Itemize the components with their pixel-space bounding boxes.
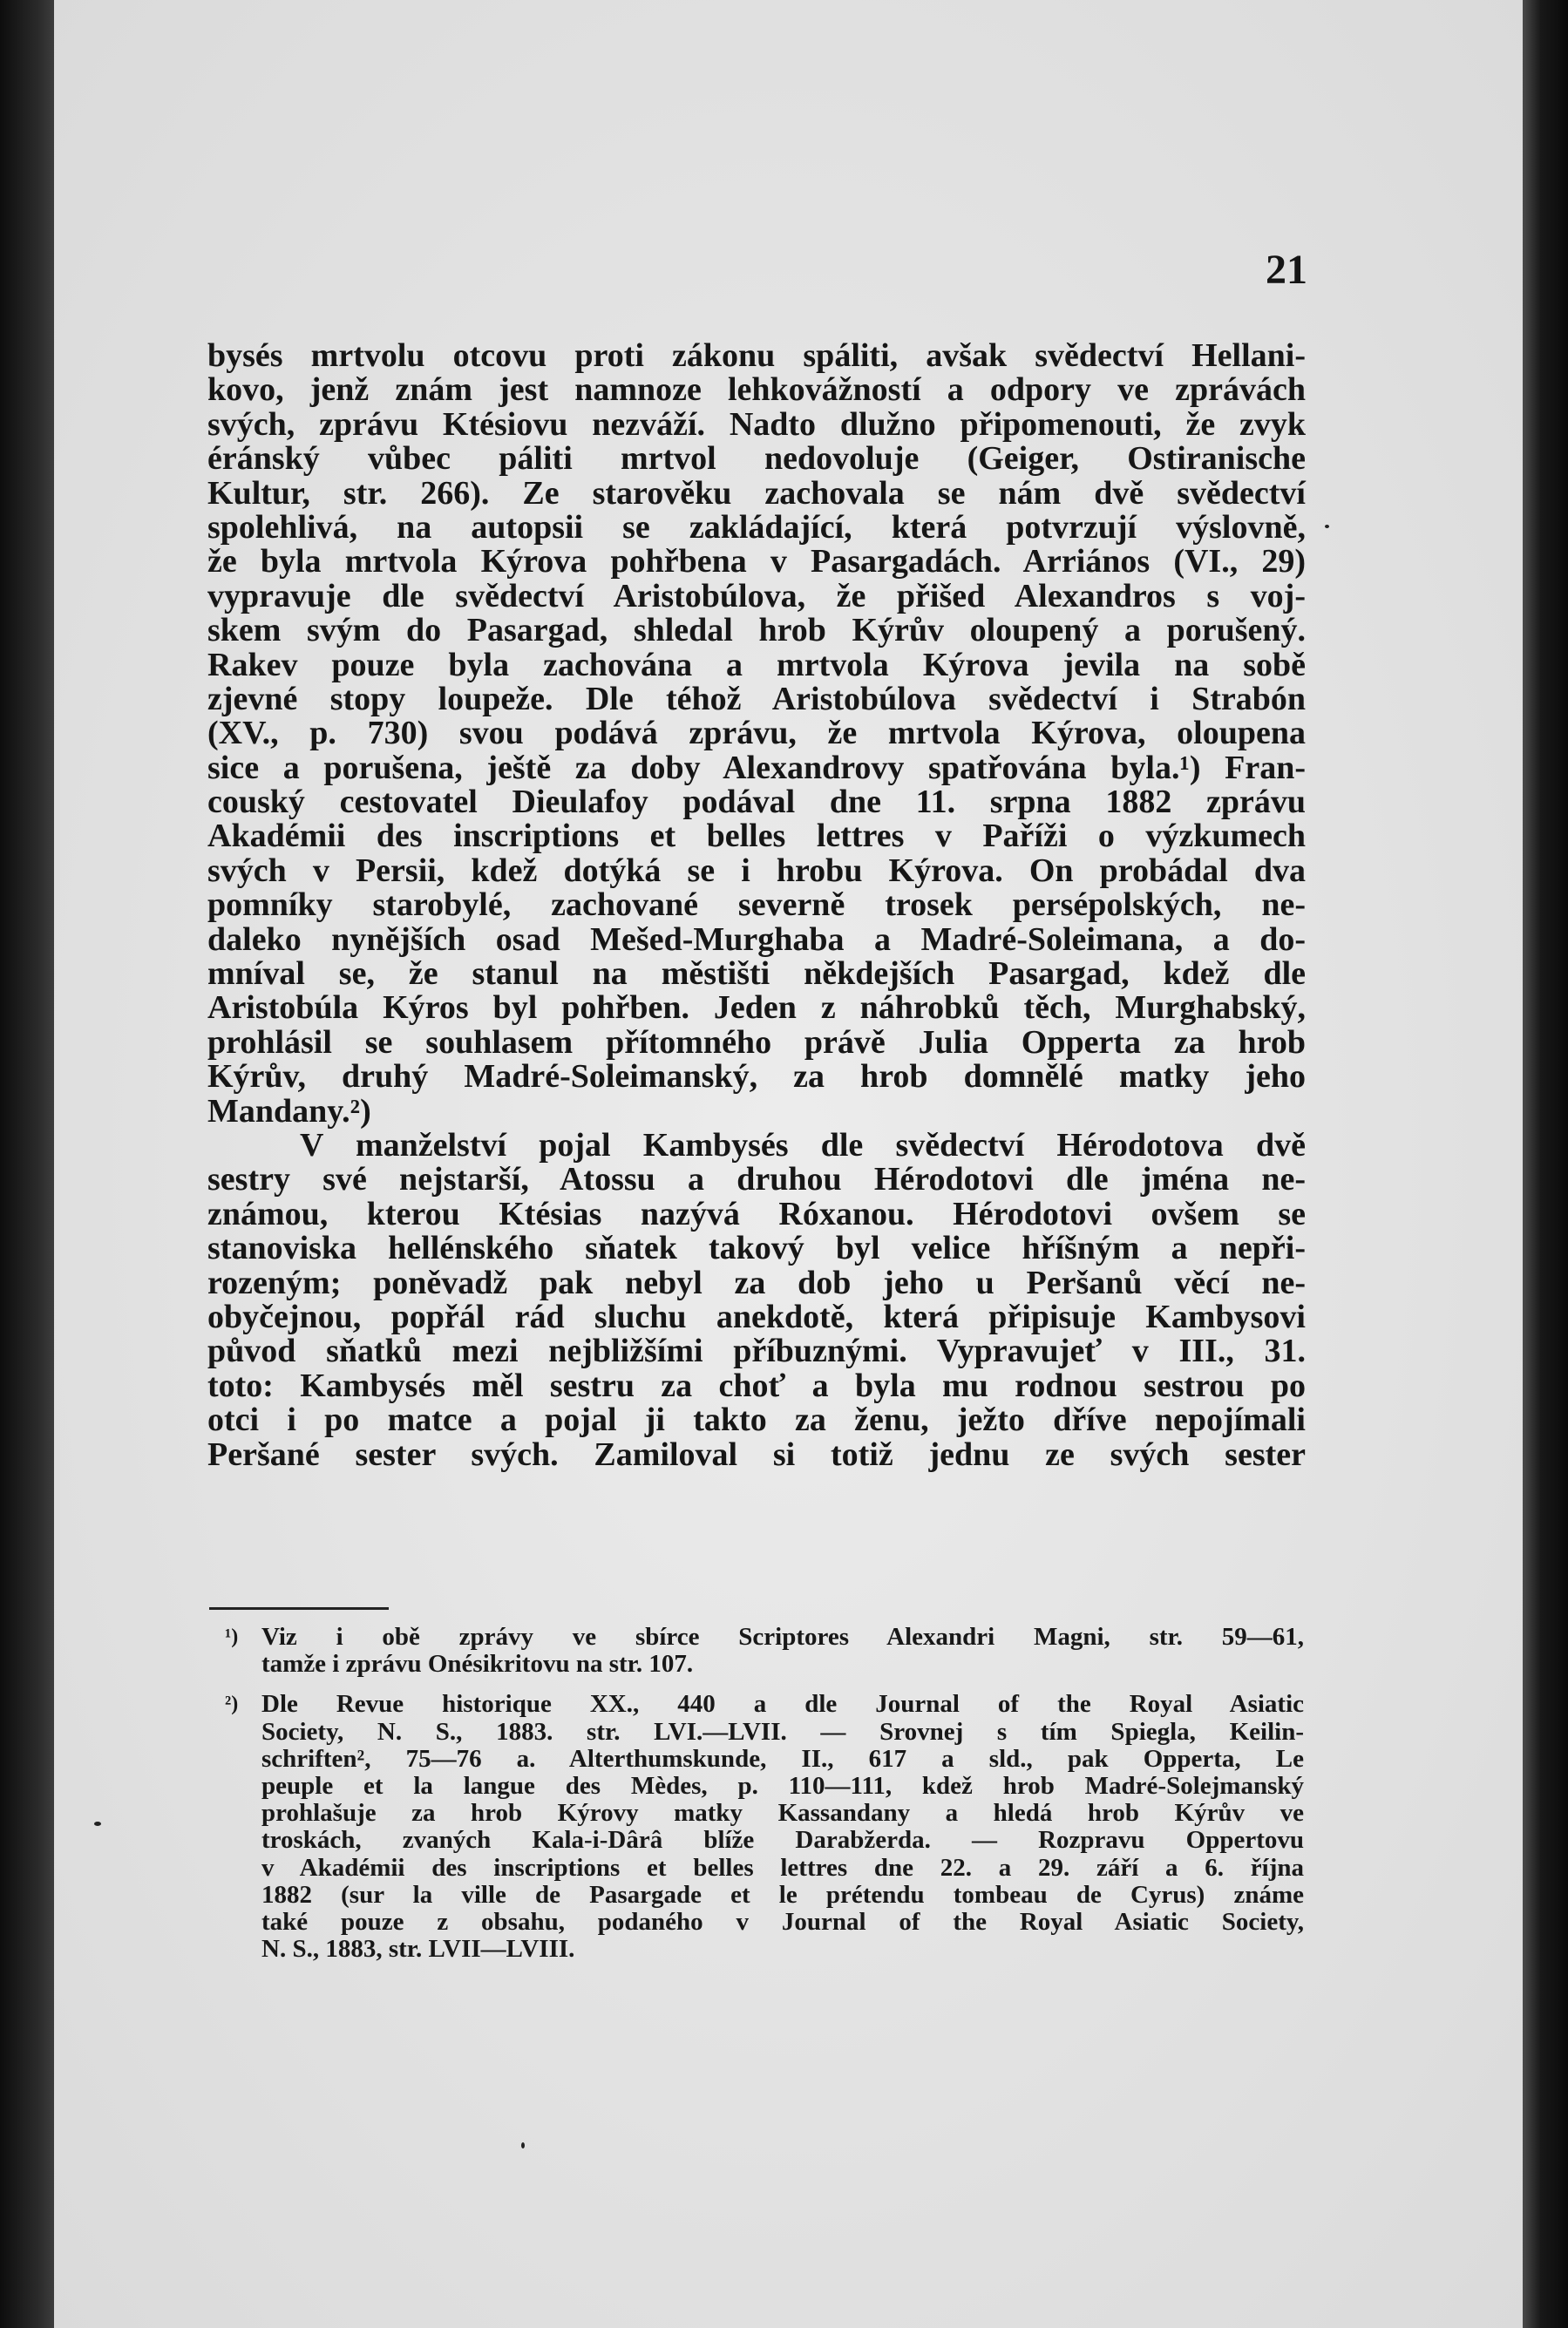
scan-speck xyxy=(94,1822,101,1826)
text-line: couský cestovatel Dieulafoy podával dne 11. srpna 1882 zprávu xyxy=(207,784,1306,821)
scan-speck xyxy=(1325,525,1329,528)
scan-speck xyxy=(521,2142,525,2148)
text-line: Kýrův, druhý Madré-Soleimanský, za hrob domnělé matky jeho xyxy=(207,1058,1306,1096)
text-line: mníval se, že stanul na městišti někdejších Pasargad, kdež dle xyxy=(207,955,1306,993)
text-line: svých, zprávu Ktésiovu nezváží. Nadto dlužno připomenouti, že zvyk xyxy=(207,405,1306,443)
text-line: sestry své nejstarší, Atossu a druhou Hérodotovi dle jména ne- xyxy=(207,1161,1306,1198)
footnote xyxy=(225,1690,1304,1964)
text-line: bysés mrtvolu otcovu proti zákonu spáliti, avšak svědectví Hellani- xyxy=(207,337,1306,374)
footnote-line: schriften², 75—76 a. Alterthumskunde, II., 617 a sld., pak Opperta, Le xyxy=(261,1744,1304,1773)
footnote-line: tamže i zprávu Onésikritovu na str. 107. xyxy=(261,1650,694,1679)
footnote-marker: ¹) xyxy=(225,1626,239,1648)
footnote-line xyxy=(225,1623,1304,1651)
text-line: prohlásil se souhlasem přítomného právě Julia Opperta za hrob xyxy=(207,1023,1306,1061)
text-line: V manželství pojal Kambysés dle svědectví Hérodotova dvě xyxy=(300,1126,1306,1164)
text-line: stanoviska hellénského sňatek takový byl velice hříšným a nepři- xyxy=(207,1230,1306,1267)
text-line: otci i po matce a pojal ji takto za ženu, ježto dříve nepojímali xyxy=(207,1402,1306,1439)
footnote-line: peuple et la langue des Mèdes, p. 110—111, kdež hrob Madré-Solejmanský xyxy=(261,1771,1304,1800)
footnote-line xyxy=(225,1690,1304,1719)
footnote-line-text: Viz i obě zprávy ve sbírce Scriptores Alexandri Magni, str. 59—61, xyxy=(261,1623,1304,1651)
text-line: vypravuje dle svědectví Aristobúlova, že přišed Alexandros s voj- xyxy=(207,577,1306,614)
text-line: daleko nynějších osad Mešed-Murghaba a Madré-Soleimana, a do- xyxy=(207,920,1306,958)
text-line: Peršané sester svých. Zamiloval si totiž jednu ze svých sester xyxy=(207,1435,1306,1473)
text-line: pomníky starobylé, zachované severně trosek persépolských, ne- xyxy=(207,886,1306,924)
text-line: Mandany.²) xyxy=(207,1092,371,1130)
scan-right-edge xyxy=(1523,0,1568,2328)
text-line: toto: Kambysés měl sestru za choť a byla mu rodnou sestrou po xyxy=(207,1367,1306,1404)
text-line: svých v Persii, kdež dotýká se i hrobu Kýrova. On probádal dva xyxy=(207,852,1306,889)
text-line: původ sňatků mezi nejbližšími příbuznými. Vypravujeť v III., 31. xyxy=(207,1333,1306,1370)
text-line: éránský vůbec páliti mrtvol nedovoluje (Geiger, Ostiranische xyxy=(207,440,1306,478)
footnote xyxy=(225,1623,1304,1679)
text-line: kovo, jenž znám jest namnoze lehkovážností a odpory ve zprávách xyxy=(207,371,1306,409)
text-line: spolehlivá, na autopsii se zakládající, která potvrzují výslovně, xyxy=(207,508,1306,546)
text-line: skem svým do Pasargad, shledal hrob Kýrův oloupený a porušený. xyxy=(207,612,1306,649)
text-line: rozeným; poněvadž pak nebyl za dob jeho u Peršanů věcí ne- xyxy=(207,1264,1306,1301)
footnote-line: 1882 (sur la ville de Pasargade et le prétendu tombeau de Cyrus) známe xyxy=(261,1880,1304,1909)
text-line: Rakev pouze byla zachována a mrtvola Kýrova jevila na sobě xyxy=(207,646,1306,683)
text-line: (XV., p. 730) svou podává zprávu, že mrtvola Kýrova, oloupena xyxy=(207,715,1306,752)
scan-left-edge xyxy=(0,0,54,2328)
text-line: obyčejnou, popřál rád sluchu anekdotě, která připisuje Kambysovi xyxy=(207,1298,1306,1335)
footnote-divider xyxy=(209,1607,389,1610)
footnote-line-text: Dle Revue historique XX., 440 a dle Journal of the Royal Asiatic xyxy=(261,1690,1304,1719)
footnote-line: také pouze z obsahu, podaného v Journal of the Royal Asiatic Society, xyxy=(261,1907,1304,1936)
footnote-line: troskách, zvaných Kala-i-Dârâ blíže Darabžerda. — Rozpravu Oppertovu xyxy=(261,1826,1304,1855)
text-line: Akadémii des inscriptions et belles lettres v Paříži o výzkumech xyxy=(207,818,1306,855)
footnote-marker: ²) xyxy=(225,1693,239,1716)
text-line: sice a porušena, ještě za doby Alexandrovy spatřována byla.¹) Fran- xyxy=(207,749,1306,786)
footnote-line: Society, N. S., 1883. str. LVI.—LVII. — Srovnej s tím Spiegla, Keilin- xyxy=(261,1717,1304,1746)
text-line: Aristobúla Kýros byl pohřben. Jeden z náhrobků těch, Murghabský, xyxy=(207,989,1306,1027)
page-number: 21 xyxy=(1266,247,1307,293)
footnote-line: v Akadémii des inscriptions et belles lettres dne 22. a 29. září a 6. října xyxy=(261,1853,1304,1882)
text-line: že byla mrtvola Kýrova pohřbena v Pasargadách. Arriános (VI., 29) xyxy=(207,543,1306,580)
text-line: známou, kterou Ktésias nazývá Róxanou. Hérodotovi ovšem se xyxy=(207,1195,1306,1232)
footnotes xyxy=(225,1623,1304,1976)
footnote-line: prohlašuje za hrob Kýrovy matky Kassandany a hledá hrob Kýrův ve xyxy=(261,1799,1304,1828)
main-text xyxy=(207,339,1306,1472)
footnote-line: N. S., 1883, str. LVII—LVIII. xyxy=(261,1935,575,1964)
text-line: zjevné stopy loupeže. Dle téhož Aristobúlova svědectví i Strabón xyxy=(207,680,1306,717)
text-line: Kultur, str. 266). Ze starověku zachovala se nám dvě svědectví xyxy=(207,474,1306,512)
